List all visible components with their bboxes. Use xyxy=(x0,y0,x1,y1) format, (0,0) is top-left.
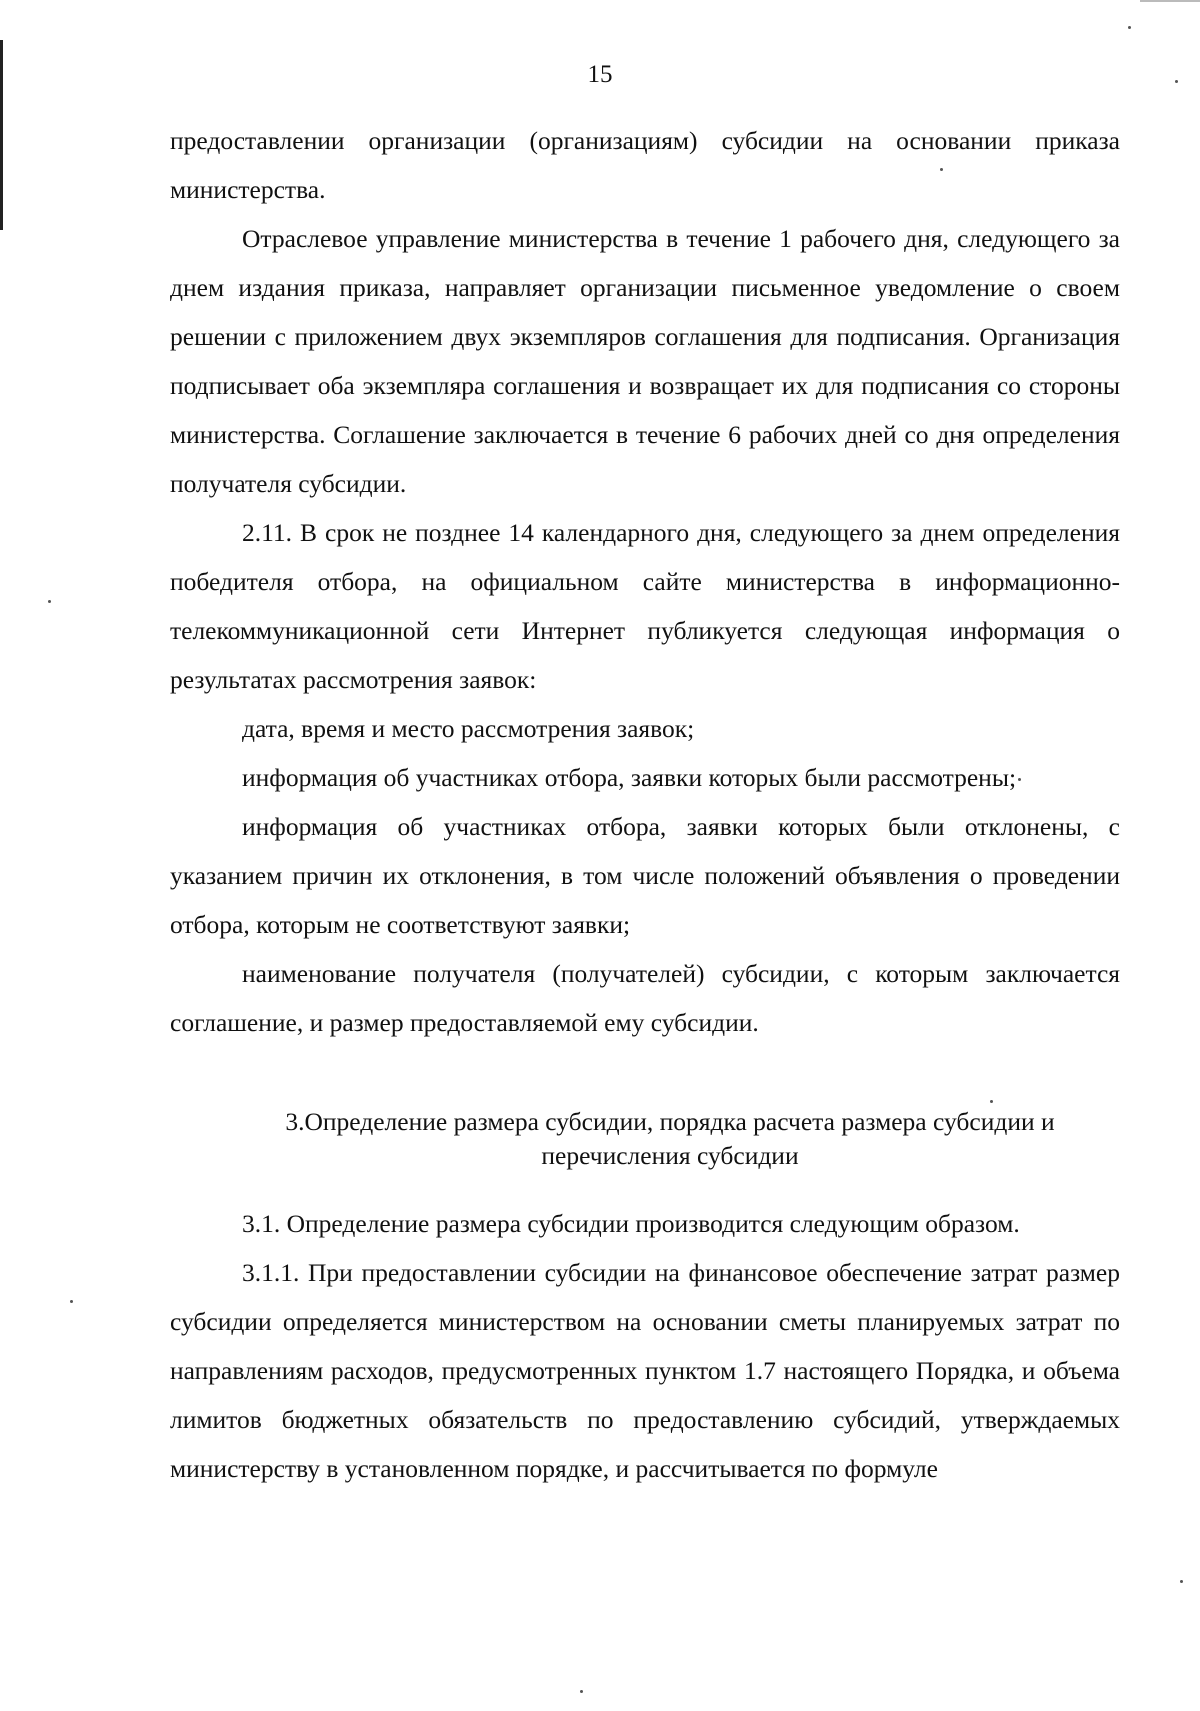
scan-speck xyxy=(580,1690,583,1693)
paragraph: Отраслевое управление министерства в течение 1 рабочего дня, следующего за днем издания приказа, направляет организации письменное уведомление о своем решении с приложением двух экземпляров соглашения для подписания. Организация подписывает оба экземпляра соглашения и возвращает их для подписания со стороны министерства. Соглашение заключается в течение 6 рабочих дней со дня определения получателя субсидии. xyxy=(170,224,1120,498)
section-heading-line: перечисления субсидии xyxy=(541,1141,799,1170)
scan-speck xyxy=(990,1100,993,1103)
paragraph: 3.1. Определение размера субсидии производится следующим образом. xyxy=(242,1209,1020,1238)
list-item: информация об участниках отбора, заявки которых были рассмотрены; xyxy=(242,763,1017,792)
list-item: дата, время и место рассмотрения заявок; xyxy=(242,714,695,743)
paragraph: предоставлении организации (организациям) субсидии на основании приказа министерства. xyxy=(170,126,1120,204)
scan-edge-mark xyxy=(1140,0,1200,2)
section-heading-line: 3.Определение размера субсидии, порядка расчета размера субсидии и xyxy=(285,1107,1055,1136)
scan-speck xyxy=(1128,26,1131,29)
section-heading xyxy=(220,1105,1120,1173)
paragraph: 2.11. В срок не позднее 14 календарного дня, следующего за днем определения победителя отбора, на официальном сайте министерства в информационно-телекоммуникационной сети Интернет публикуется следующая информация о результатах рассмотрения заявок: xyxy=(170,518,1120,694)
body-text-top xyxy=(170,116,1120,1047)
paragraph: 3.1.1. При предоставлении субсидии на финансовое обеспечение затрат размер субсидии определяется министерством на основании сметы планируемых затрат по направлениям расходов, предусмотренных пунктом 1.7 настоящего Порядка, и объема лимитов бюджетных обязательств по предоставлению субсидий, утверждаемых министерству в установленном порядке, и рассчитывается по формуле xyxy=(170,1258,1120,1483)
scan-speck xyxy=(70,1300,73,1303)
list-item: наименование получателя (получателей) субсидии, с которым заключается соглашение, и размер предоставляемой ему субсидии. xyxy=(170,959,1120,1037)
page-number: 15 xyxy=(587,61,613,88)
scan-speck xyxy=(48,600,51,603)
list-item: информация об участниках отбора, заявки которых были отклонены, с указанием причин их отклонения, в том числе положений объявления о проведении отбора, которым не соответствуют заявки; xyxy=(170,812,1120,939)
body-text-bottom xyxy=(170,1199,1120,1493)
scan-speck xyxy=(1180,1580,1183,1583)
